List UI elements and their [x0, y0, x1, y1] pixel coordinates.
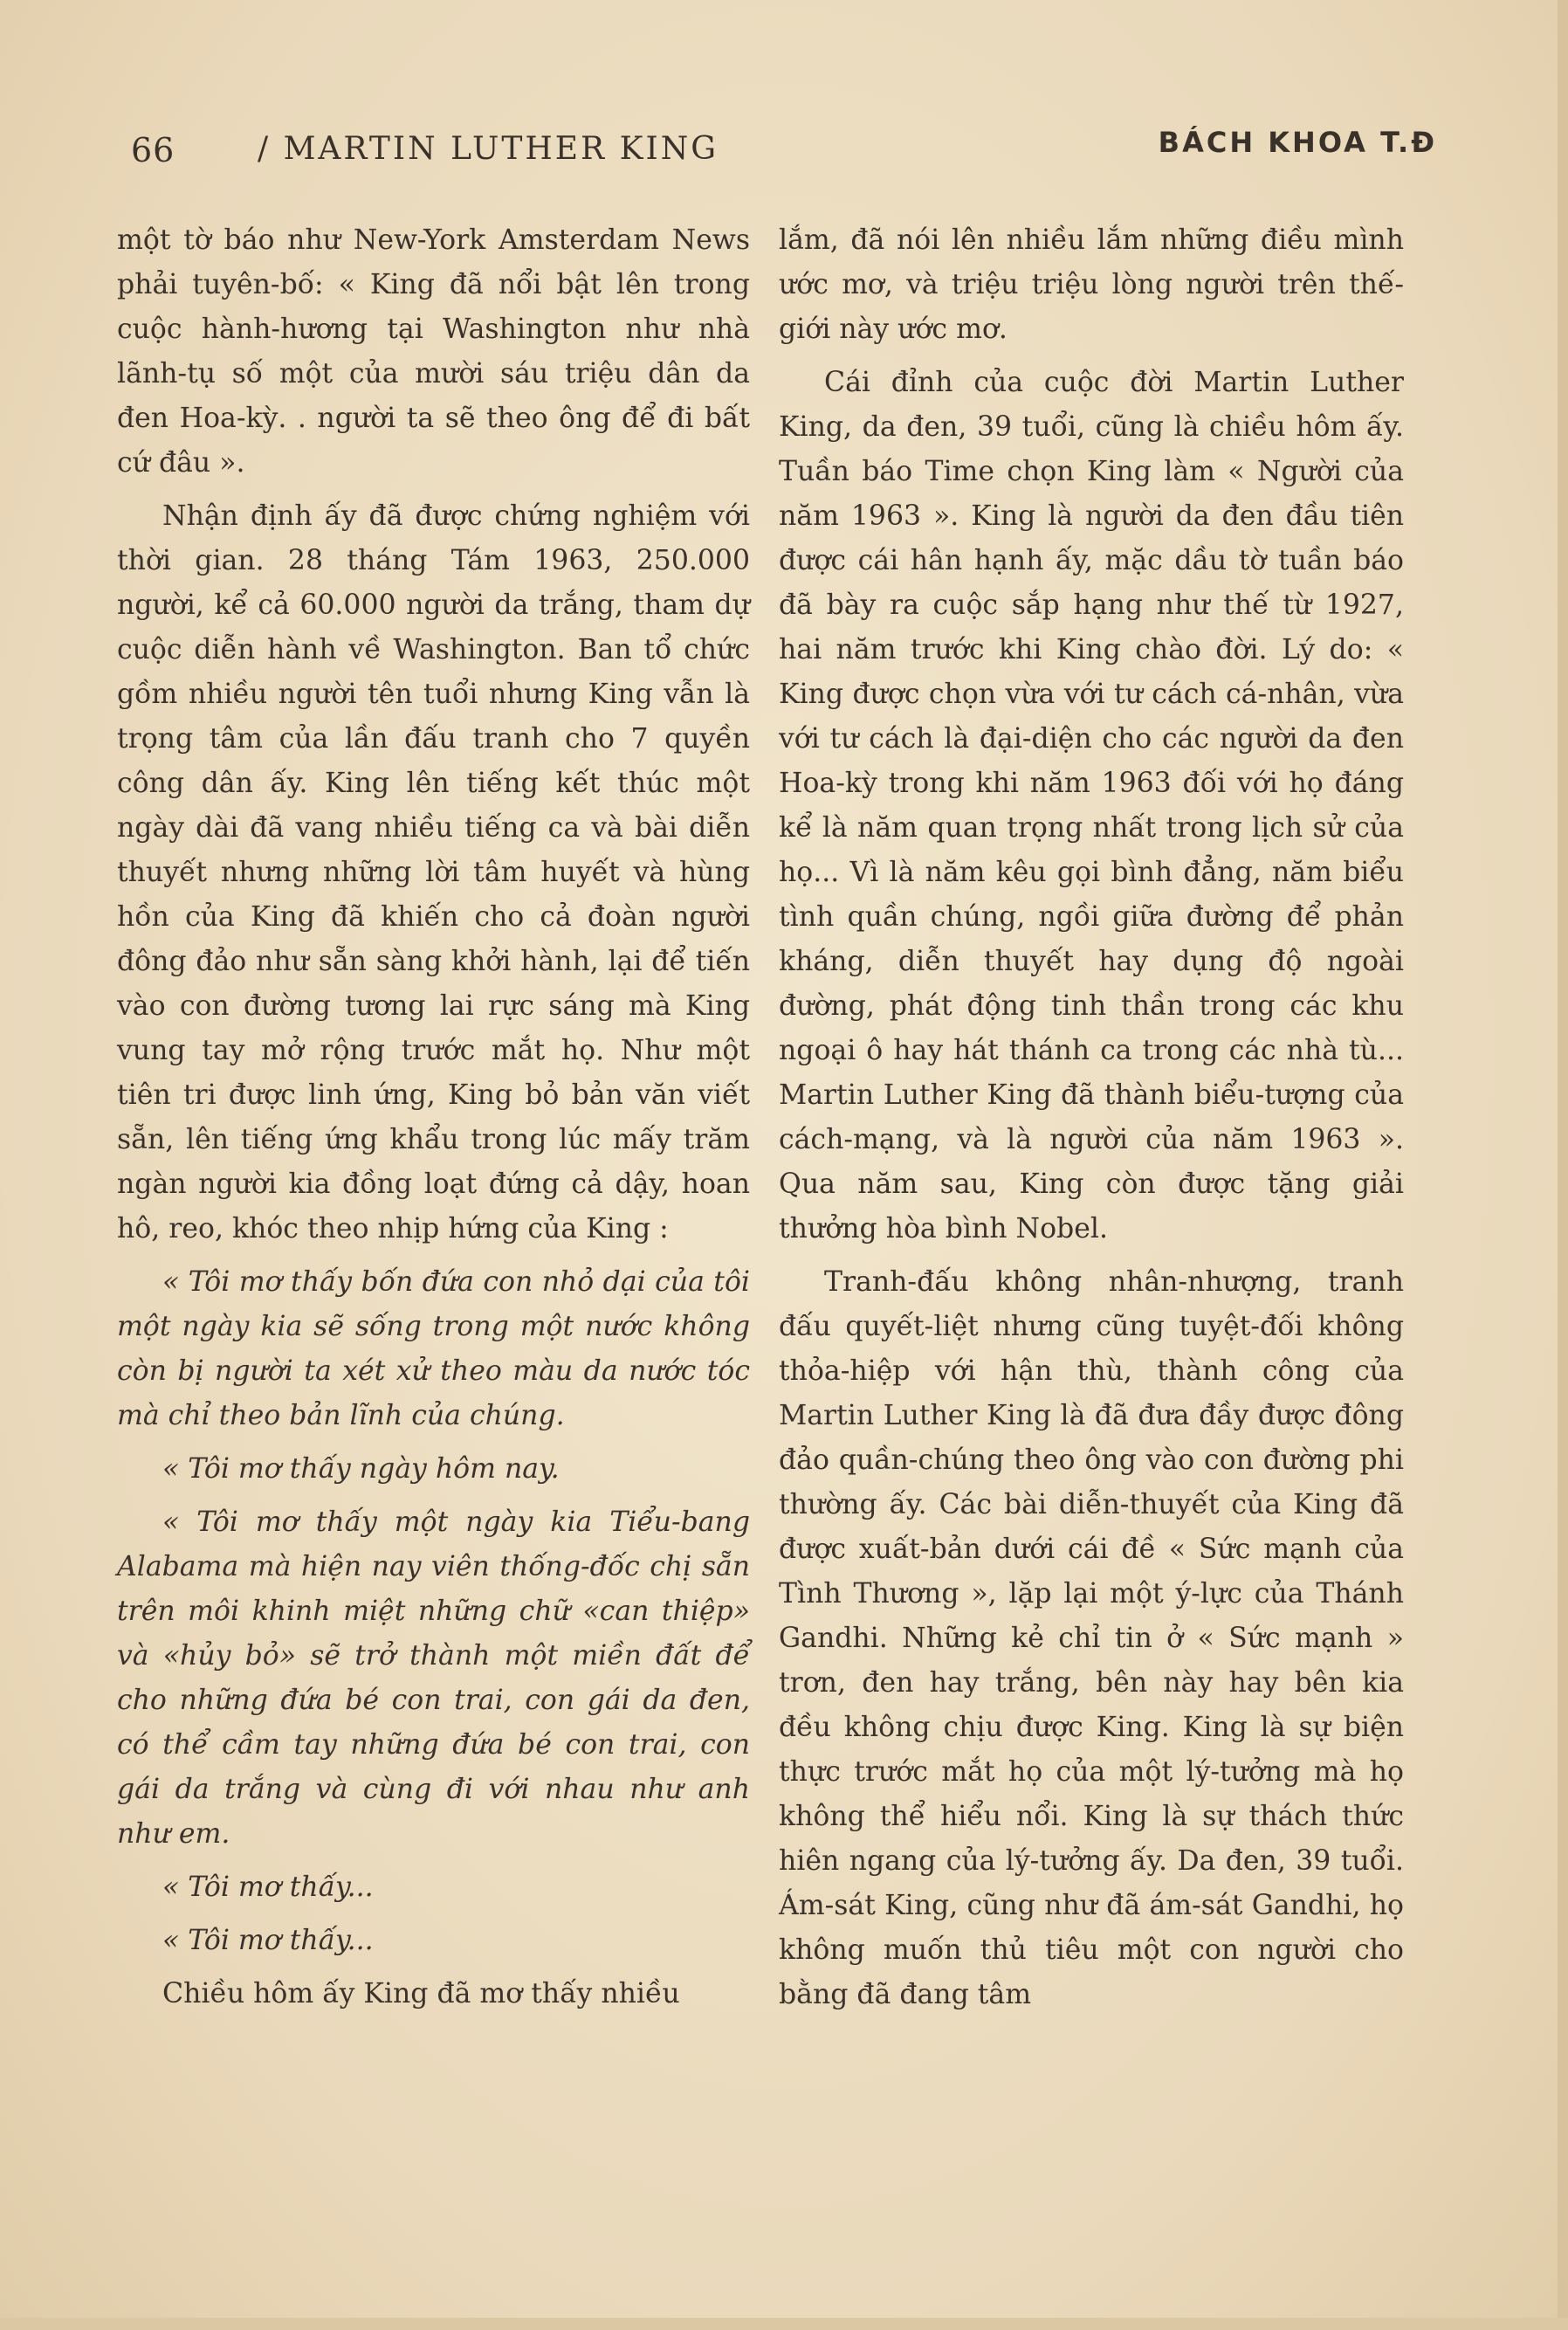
quote-paragraph: « Tôi mơ thấy ngày hôm nay.: [162, 1453, 560, 1485]
paragraph: Chiều hôm ấy King đã mơ thấy nhiều: [162, 1978, 680, 2009]
running-title: / MARTIN LUTHER KING: [258, 131, 719, 167]
paragraph: lắm, đã nói lên nhiều lắm những điều mình ước mơ, và triệu triệu lòng người trên thế-giới này ước mơ.: [779, 224, 1404, 345]
publication-name: BÁCH KHOA T.Đ: [1158, 126, 1437, 159]
quote-paragraph: « Tôi mơ thấy bốn đứa con nhỏ dại của tôi một ngày kia sẽ sống trong một nước không còn bị người ta xét xử theo màu da nước tóc mà chỉ theo bản lĩnh của chúng.: [117, 1266, 750, 1431]
quote-paragraph: « Tôi mơ thấy một ngày kia Tiểu-bang Alabama mà hiện nay viên thống-đốc chị sẵn trên môi khinh miệt những chữ «can thiệp» và «hủy bỏ» sẽ trở thành một miền đất để cho những đứa bé con trai, con gái da đen, có thể cầm tay những đứa bé con trai, con gái da trắng và cùng đi với nhau như anh như em.: [117, 1506, 750, 1850]
running-header: [131, 126, 1437, 183]
right-column: [779, 218, 1404, 2026]
paragraph: Cái đỉnh của cuộc đời Martin Luther King, da đen, 39 tuổi, cũng là chiều hôm ấy. Tuần báo Time chọn King làm « Người của năm 1963 ». King là người da đen đầu tiên được cái hân hạnh ấy, mặc dầu tờ tuần báo đã bày ra cuộc sắp hạng như thế từ 1927, hai năm trước khi King chào đời. Lý do: « King được chọn vừa với tư cách cá-nhân, vừa với tư cách là đại-diện cho các người da đen Hoa-kỳ trong khi năm 1963 đối với họ đáng kể là năm quan trọng nhất trong lịch sử của họ... Vì là năm kêu gọi bình đẳng, năm biểu tình quần chúng, ngồi giữa đường để phản kháng, diễn thuyết hay dụng độ ngoài đường, phát động tinh thần trong các khu ngoại ô hay hát thánh ca trong các nhà tù... Martin Luther King đã thành biểu-tượng của cách-mạng, và là người của năm 1963 ». Qua năm sau, King còn được tặng giải thưởng hòa bình Nobel.: [779, 367, 1404, 1244]
paragraph: Nhận định ấy đã được chứng nghiệm với thời gian. 28 tháng Tám 1963, 250.000 người, kể cả 60.000 người da trắng, tham dự cuộc diễn hành về Washington. Ban tổ chức gồm nhiều người tên tuổi nhưng King vẫn là trọng tâm của lần đấu tranh cho 7 quyền công dân ấy. King lên tiếng kết thúc một ngày dài đã vang nhiều tiếng ca và bài diễn thuyết nhưng những lời tâm huyết và hùng hồn của King đã khiến cho cả đoàn người đông đảo như sẵn sàng khởi hành, lại để tiến vào con đường tương lai rực sáng mà King vung tay mở rộng trước mắt họ. Như một tiên tri được linh ứng, King bỏ bản văn viết sẵn, lên tiếng ứng khẩu trong lúc mấy trăm ngàn người kia đồng loạt đứng cả dậy, hoan hô, reo, khóc theo nhịp hứng của King :: [117, 500, 750, 1244]
paragraph: Tranh-đấu không nhân-nhượng, tranh đấu quyết-liệt nhưng cũng tuyệt-đối không thỏa-hiệp với hận thù, thành công của Martin Luther King là đã đưa đầy được đông đảo quần-chúng theo ông vào con đường phi thường ấy. Các bài diễn-thuyết của King đã được xuất-bản dưới cái đề « Sức mạnh của Tình Thương », lặp lại một ý-lực của Thánh Gandhi. Những kẻ chỉ tin ở « Sức mạnh » trơn, đen hay trắng, bên này hay bên kia đều không chịu được King. King là sự biện thực trước mắt họ của một lý-tưởng mà họ không thể hiểu nổi. King là sự thách thức hiên ngang của lý-tưởng ấy. Da đen, 39 tuổi. Ám-sát King, cũng như đã ám-sát Gandhi, họ không muốn thủ tiêu một con người cho bằng đã đang tâm: [779, 1266, 1404, 2010]
page-edge: [1558, 0, 1568, 2330]
page-number: 66: [131, 131, 175, 169]
paragraph: một tờ báo như New-York Amsterdam News phải tuyên-bố: « King đã nổi bật lên trong cuộc hành-hương tại Washington như nhà lãnh-tụ số một của mười sáu triệu dân da đen Hoa-kỳ. . người ta sẽ theo ông để đi bất cứ đâu ».: [117, 224, 750, 479]
page-edge-bottom: [0, 2318, 1568, 2330]
left-column: [117, 218, 750, 2025]
quote-paragraph: « Tôi mơ thấy...: [162, 1925, 374, 1956]
quote-paragraph: « Tôi mơ thấy...: [162, 1872, 374, 1903]
